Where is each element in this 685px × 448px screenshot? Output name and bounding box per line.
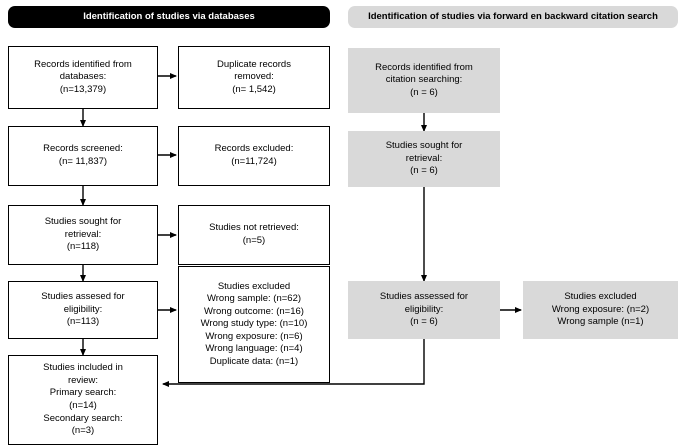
box-studies-not-retrieved: Studies not retrieved: (n=5) [178, 205, 330, 265]
box-studies-assessed-eligibility: Studies assesed for eligibility: (n=113) [8, 281, 158, 339]
box-records-identified-databases: Records identified from databases: (n=13,379) [8, 46, 158, 109]
box-duplicate-records-removed: Duplicate records removed: (n= 1,542) [178, 46, 330, 109]
header-databases: Identification of studies via databases [8, 6, 330, 28]
box-studies-excluded-databases: Studies excluded Wrong sample: (n=62) Wrong outcome: (n=16) Wrong study type: (n=10) Wrong exposure: (n=6) Wrong language: (n=4) Duplicate data: (n=1) [178, 266, 330, 383]
box-records-excluded: Records excluded: (n=11,724) [178, 126, 330, 186]
box-records-identified-citation: Records identified from citation searching: (n = 6) [348, 48, 500, 113]
box-records-screened: Records screened: (n= 11,837) [8, 126, 158, 186]
box-studies-sought-retrieval-citation: Studies sought for retrieval: (n = 6) [348, 131, 500, 187]
box-studies-included-review: Studies included in review: Primary search: (n=14) Secondary search: (n=3) [8, 355, 158, 445]
header-citation-search: Identification of studies via forward en backward citation search [348, 6, 678, 28]
box-studies-sought-retrieval: Studies sought for retrieval: (n=118) [8, 205, 158, 265]
box-studies-excluded-citation: Studies excluded Wrong exposure: (n=2) Wrong sample (n=1) [523, 281, 678, 339]
box-studies-assessed-eligibility-citation: Studies assessed for eligibility: (n = 6) [348, 281, 500, 339]
